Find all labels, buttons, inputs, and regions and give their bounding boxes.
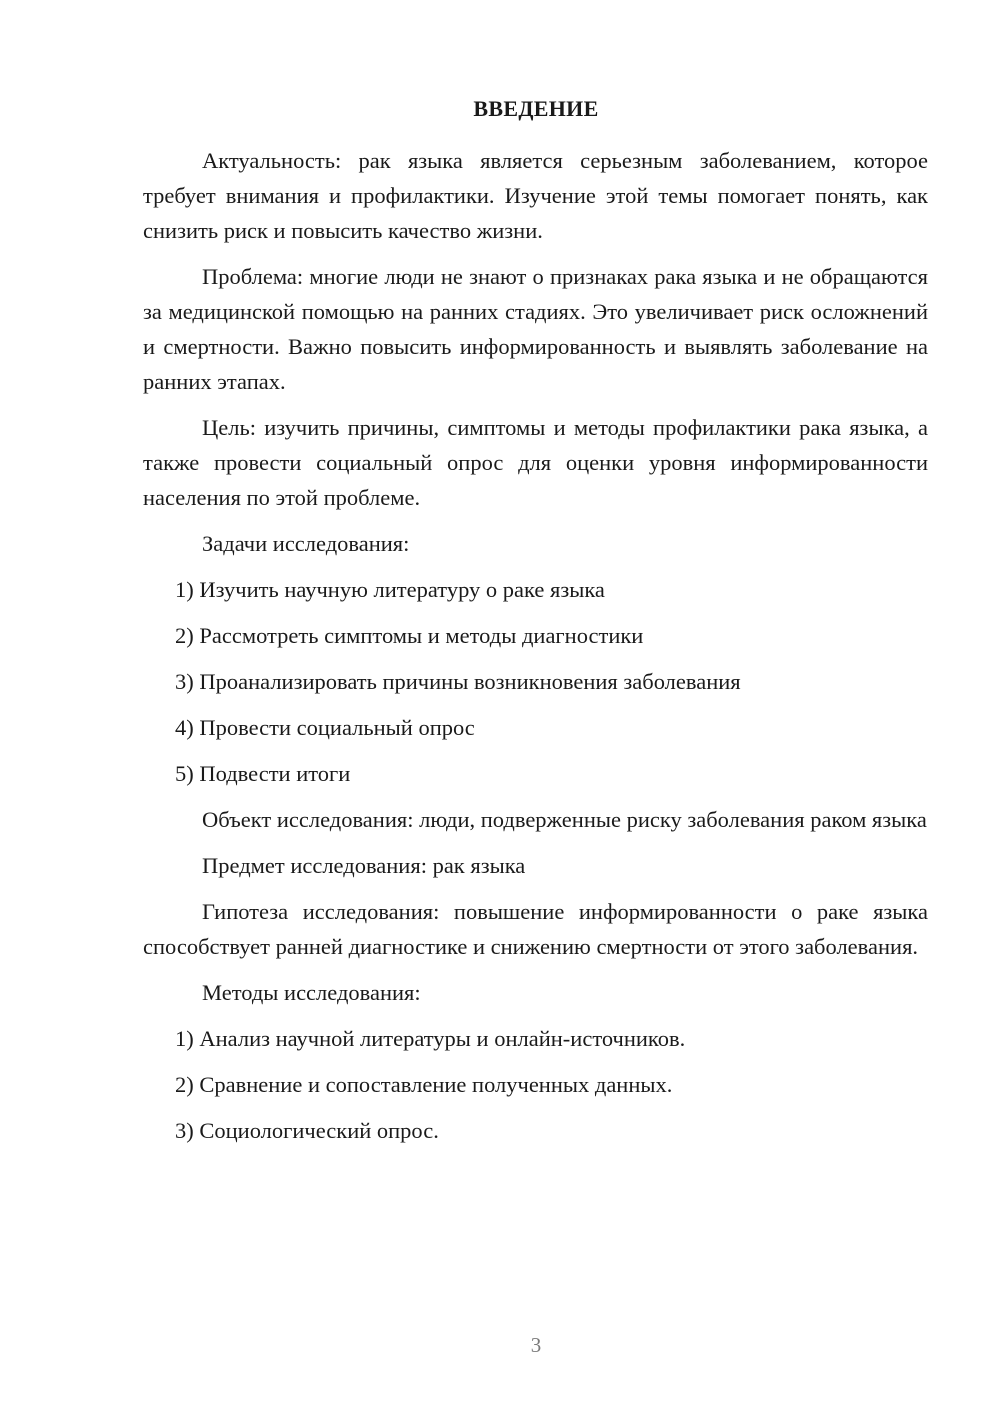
list-item: 5) Подвести итоги <box>175 761 351 786</box>
tasks-list <box>143 572 928 791</box>
hypothesis-paragraph: Гипотеза исследования: повышение информированности о раке языка способствует ранней диагностике и снижению смертности от этого заболевания. <box>143 899 928 959</box>
list-item: 2) Сравнение и сопоставление полученных данных. <box>175 1072 673 1097</box>
subject-paragraph: Предмет исследования: рак языка <box>202 853 526 878</box>
methods-heading: Методы исследования: <box>202 980 421 1005</box>
problem-paragraph: Проблема: многие люди не знают о признаках рака языка и не обращаются за медицинской помощью на ранних стадиях. Это увеличивает риск осложнений и смертности. Важно повысить информированность и выявлять заболевание на ранних этапах. <box>143 264 928 394</box>
object-paragraph: Объект исследования: люди, подверженные риску заболевания раком языка <box>202 807 927 832</box>
list-item: 3) Проанализировать причины возникновения заболевания <box>175 669 741 694</box>
list-item: 2) Рассмотреть симптомы и методы диагностики <box>175 623 644 648</box>
list-item: 4) Провести социальный опрос <box>175 715 475 740</box>
methods-list <box>143 1021 928 1148</box>
tasks-heading: Задачи исследования: <box>202 531 410 556</box>
goal-paragraph: Цель: изучить причины, симптомы и методы профилактики рака языка, а также провести социальный опрос для оценки уровня информированности населения по этой проблеме. <box>143 415 928 510</box>
page-title: ВВЕДЕНИЕ <box>473 96 599 121</box>
document-body <box>143 143 928 1159</box>
relevance-paragraph: Актуальность: рак языка является серьезным заболеванием, которое требует внимания и профилактики. Изучение этой темы помогает понять, как снизить риск и повысить качество жизни. <box>143 148 928 243</box>
page-number: 3 <box>530 1333 542 1357</box>
list-item: 1) Анализ научной литературы и онлайн-источников. <box>175 1026 686 1051</box>
list-item: 1) Изучить научную литературу о раке языка <box>175 577 605 602</box>
list-item: 3) Социологический опрос. <box>175 1118 439 1143</box>
